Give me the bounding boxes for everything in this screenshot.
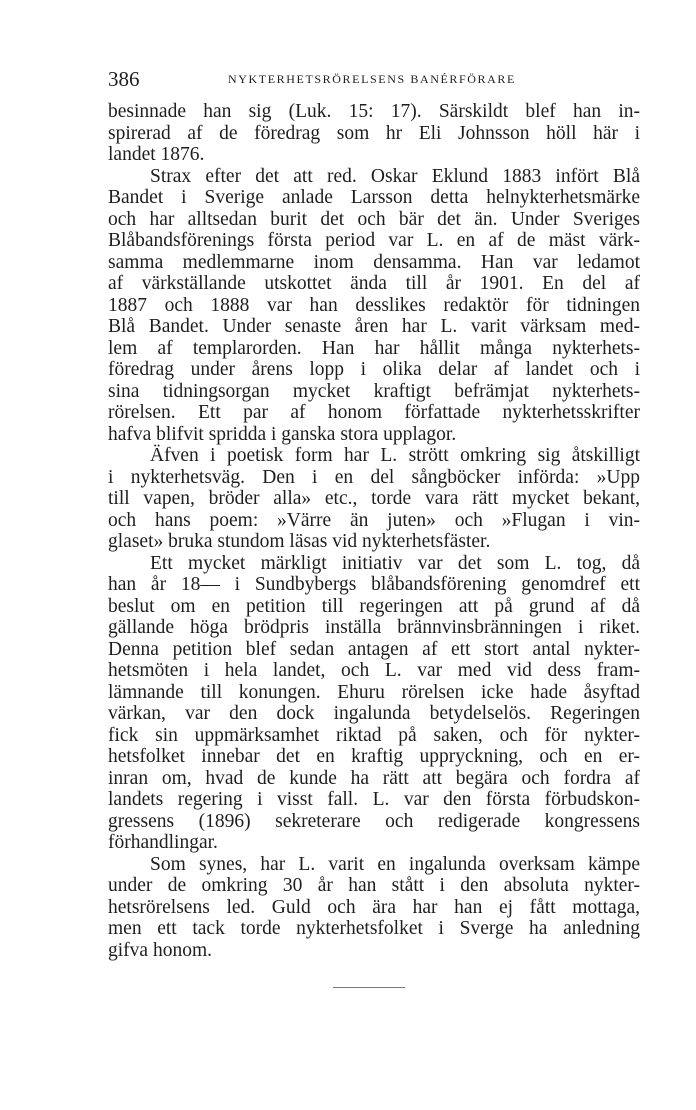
text-line: under de omkring 30 år han stått i den absoluta nykter- [108, 875, 640, 896]
text-line: af värkställande utskottet ända till år 1901. En del af [108, 273, 640, 294]
paragraph-4 [108, 553, 640, 854]
text-line: gällande höga brödpris inställa brännvinsbränningen i riket. [108, 617, 640, 638]
text-line: besinnade han sig (Luk. 15: 17). Särskildt blef han in- [108, 101, 640, 122]
text-line: landets regering i visst fall. L. var den första förbudskon- [108, 789, 640, 810]
text-line: han år 18— i Sundbybergs blåbandsförening genomdref ett [108, 574, 640, 595]
text-line: Strax efter det att red. Oskar Eklund 1883 infört Blå [150, 165, 640, 187]
text-line: 1887 och 1888 var han desslikes redaktör för tidningen [108, 294, 640, 316]
paragraph-2 [108, 166, 640, 446]
page-number: 386 [108, 67, 140, 91]
text-line: värkan, var den dock ingalunda betydelselös. Regeringen [108, 703, 640, 724]
text-line: Ett mycket märkligt initiativ var det som L. tog, då [150, 552, 640, 574]
text-line: rörelsen. Ett par af honom författade nykterhetsskrifter [108, 402, 640, 423]
paragraph-3 [108, 445, 640, 553]
text-line: beslut om en petition till regeringen att på grund af då [108, 595, 640, 617]
paragraph-5 [108, 854, 640, 962]
text-line: i nykterhetsväg. Den i en del sångböcker införda: »Upp [108, 466, 640, 488]
text-line: hetsrörelsens led. Guld och ära har han ej fått mottaga, [108, 896, 640, 918]
text-line: sina tidningsorgan mycket kraftigt befrämjat nykterhets- [108, 380, 640, 402]
body-text [108, 101, 640, 961]
text-line: Blå Bandet. Under senaste åren har L. varit värksam med- [108, 316, 640, 337]
text-line: Som synes, har L. varit en ingalunda overksam kämpe [150, 853, 640, 875]
text-line: gifva honom. [108, 939, 212, 961]
text-line: och hans poem: »Värre än juten» och »Flugan i vin- [108, 509, 640, 531]
end-divider [333, 987, 405, 988]
text-line: spirerad af de föredrag som hr Eli Johnsson höll här i [108, 122, 640, 144]
text-line: gressens (1896) sekreterare och redigerade kongressens [108, 810, 640, 832]
text-line: Denna petition blef sedan antagen af ett stort antal nykter- [108, 638, 640, 660]
text-line: till vapen, bröder alla» etc., torde vara rätt mycket bekant, [108, 488, 640, 509]
text-line: hetsfolket innebar det en kraftig uppryckning, och en er- [108, 746, 640, 767]
text-line: landet 1876. [108, 144, 205, 165]
text-line: Blåbandsförenings första period var L. en af de mäst värk- [108, 230, 640, 251]
text-line: förhandlingar. [108, 832, 218, 853]
paragraph-1 [108, 101, 640, 166]
text-line: glaset» bruka stundom läsas vid nykterhetsfäster. [108, 531, 491, 552]
text-line: hafva blifvit spridda i ganska stora upplagor. [108, 423, 457, 445]
text-line: fick sin uppmärksamhet riktad på saken, och för nykter- [108, 724, 640, 746]
running-title: NYKTERHETSRÖRELSENS BANÉRFÖRARE [228, 72, 516, 86]
text-line: hetsmöten i hela landet, och L. var med vid dess fram- [108, 660, 640, 681]
running-head [108, 66, 640, 92]
text-line: föredrag under årens lopp i olika delar af landet och i [108, 359, 640, 380]
text-line: Bandet i Sverige anlade Larsson detta helnykterhetsmärke [108, 187, 640, 208]
text-line: inran om, hvad de kunde ha rätt att begära och fordra af [108, 767, 640, 789]
text-line: lämnande till konungen. Ehuru rörelsen icke hade åsyftad [108, 681, 640, 703]
text-line: och har alltsedan burit det och bär det än. Under Sveriges [108, 208, 640, 230]
text-line: Äfven i poetisk form har L. strött omkring sig åtskilligt [150, 445, 640, 466]
text-line: men ett tack torde nykterhetsfolket i Sverge ha anledning [108, 918, 640, 939]
text-line: samma medlemmarne inom densamma. Han var ledamot [108, 251, 640, 273]
text-line: lem af templarorden. Han har hållit många nykterhets- [108, 337, 640, 359]
